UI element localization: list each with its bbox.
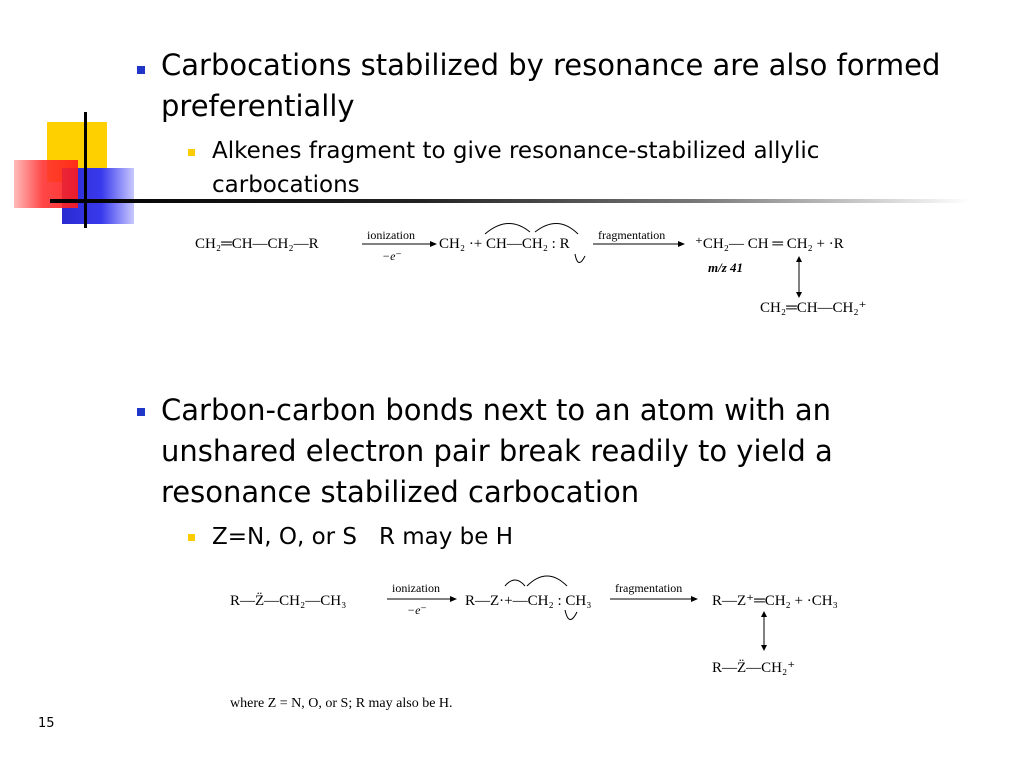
scheme1-product: ⁺CH₂— CH ═ CH₂ + ·R bbox=[695, 236, 844, 252]
scheme2-note: where Z = N, O, or S; R may also be H. bbox=[230, 696, 453, 711]
scheme1-curved-arrow-1 bbox=[485, 223, 530, 234]
scheme2-arrow1-bottom: −e⁻ bbox=[407, 603, 427, 617]
scheme1-curved-arrow-2 bbox=[535, 223, 578, 234]
scheme1-mz: m/z 41 bbox=[708, 260, 744, 275]
bullet-2-sub-text: Z=N, O, or S R may be H bbox=[212, 524, 514, 550]
scheme1-reactant: CH₂═CH—CH₂—R bbox=[195, 236, 319, 252]
scheme1-arrow2-head bbox=[678, 241, 685, 247]
scheme2-intermediate: R—Z·+—CH₂ : CH₃ bbox=[465, 593, 592, 609]
bullet-marker bbox=[137, 66, 145, 74]
slide-number: 15 bbox=[38, 716, 55, 731]
bullet-1-text: Carbocations stabilized by resonance are also formed preferentially bbox=[161, 48, 941, 123]
scheme1-arrow1-top: ionization bbox=[367, 228, 415, 242]
bullet-1-sub-text: Alkenes fragment to give resonance-stabilized allylic carbocations bbox=[212, 138, 820, 198]
scheme2-resonance-arrow-down bbox=[761, 645, 767, 651]
scheme1-arrow1-bottom: −e⁻ bbox=[382, 249, 402, 263]
allylic-fragmentation-scheme bbox=[190, 222, 910, 322]
scheme1-curved-arrow-3 bbox=[575, 254, 585, 263]
scheme2-resonance-arrow-up bbox=[761, 611, 767, 617]
scheme1-arrow1-head bbox=[430, 241, 437, 247]
scheme2-curved-arrow-2 bbox=[527, 576, 567, 586]
scheme1-resonance-arrow-down bbox=[796, 292, 802, 298]
scheme2-arrow1-top: ionization bbox=[392, 581, 440, 595]
sub-bullet-marker bbox=[188, 149, 195, 156]
heteroatom-fragmentation-scheme bbox=[225, 572, 905, 717]
scheme2-curved-arrow-1 bbox=[505, 580, 525, 586]
scheme2-resonance-form: R—Z̈—CH₂⁺ bbox=[712, 660, 796, 676]
scheme2-arrow1-head bbox=[450, 596, 457, 602]
bullet-marker bbox=[137, 408, 145, 416]
scheme1-arrow2-top: fragmentation bbox=[598, 228, 666, 242]
bullet-2-text: Carbon-carbon bonds next to an atom with an unshared electron pair break readily to yield a resonance stabilized carbocation bbox=[161, 393, 833, 509]
scheme1-intermediate: CH₂ ·+ CH—CH₂ : R bbox=[439, 236, 570, 252]
sub-bullet-marker bbox=[188, 534, 195, 541]
decor-vertical-line bbox=[84, 112, 87, 228]
scheme1-resonance-form: CH₂═CH—CH₂⁺ bbox=[760, 300, 867, 316]
scheme2-reactant: R—Z̈—CH₂—CH₃ bbox=[230, 593, 347, 609]
scheme2-arrow2-head bbox=[691, 596, 698, 602]
scheme2-curved-arrow-3 bbox=[565, 610, 577, 620]
scheme1-resonance-arrow-up bbox=[796, 256, 802, 262]
scheme2-arrow2-top: fragmentation bbox=[615, 581, 683, 595]
scheme2-product: R—Z⁺═CH₂ + ·CH₃ bbox=[712, 593, 838, 609]
